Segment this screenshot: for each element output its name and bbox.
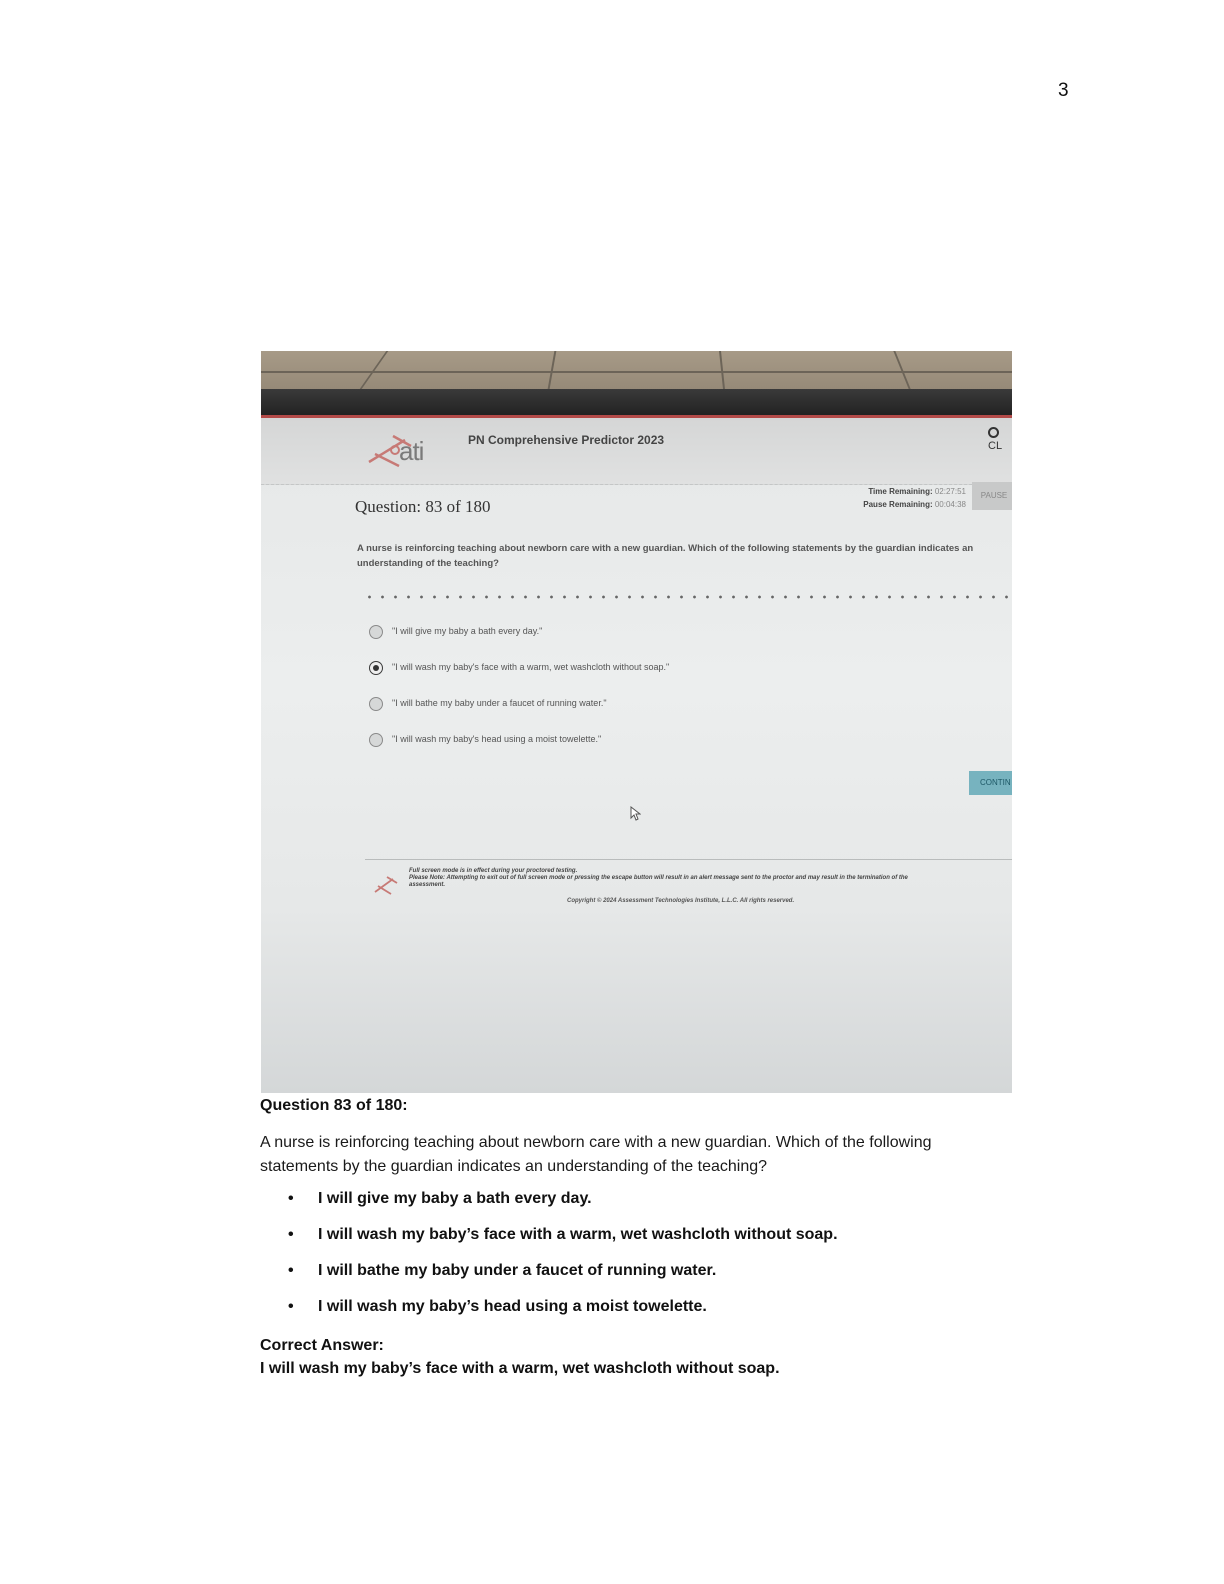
answer-option-text: "I will wash my baby's head using a moist towelette." [392, 734, 602, 744]
dotted-divider [363, 595, 1012, 599]
bullet: • [288, 1262, 294, 1279]
choice-text: I will wash my baby’s face with a warm, wet washcloth without soap. [318, 1226, 838, 1243]
radio-button[interactable] [369, 733, 383, 747]
radio-button-selected[interactable] [369, 661, 383, 675]
correct-answer-text: I will wash my baby’s face with a warm, wet washcloth without soap. [260, 1360, 780, 1377]
close-icon [988, 427, 999, 438]
monitor-bezel [261, 389, 1012, 415]
time-remaining-value: 02:27:51 [934, 487, 966, 496]
timers [811, 485, 966, 511]
pause-remaining-value: 00:04:38 [934, 500, 966, 509]
question-text: A nurse is reinforcing teaching about newborn care with a new guardian. Which of the following statements by the guardian indicates an understanding of the teaching? [260, 1134, 932, 1175]
question-heading: Question 83 of 180: [260, 1097, 408, 1114]
bullet: • [288, 1190, 294, 1207]
close-button[interactable] [988, 427, 1012, 452]
radio-button[interactable] [369, 625, 383, 639]
fullscreen-notice [409, 868, 1012, 889]
footer-divider [365, 859, 1012, 860]
continue-button[interactable]: CONTIN [969, 771, 1012, 795]
mouse-cursor-icon [630, 806, 641, 821]
ceiling-background [261, 351, 1012, 389]
correct-answer-label: Correct Answer: [260, 1337, 384, 1354]
close-label: CL [988, 440, 1003, 452]
answer-option-text: "I will wash my baby's face with a warm, wet washcloth without soap." [392, 662, 670, 672]
question-counter: Question: 83 of 180 [355, 497, 491, 516]
exam-title: PN Comprehensive Predictor 2023 [468, 433, 665, 447]
question-stem: A nurse is reinforcing teaching about newborn care with a new guardian. Which of the following statements by the guardian indicates an understanding of the teaching? [357, 543, 974, 569]
ati-logo-text: ati [399, 436, 424, 466]
answer-option-text: "I will bathe my baby under a faucet of running water." [392, 698, 607, 708]
choice-text: I will wash my baby’s head using a moist towelette. [318, 1298, 707, 1315]
pause-remaining-label: Pause Remaining: [863, 500, 933, 509]
app-header [261, 418, 1012, 485]
radio-button[interactable] [369, 697, 383, 711]
time-remaining-label: Time Remaining: [868, 487, 933, 496]
answer-option-text: "I will give my baby a bath every day." [392, 626, 543, 636]
fullscreen-notice-line-3: assessment. [409, 882, 446, 888]
pause-button[interactable]: PAUSE [972, 482, 1012, 510]
copyright-notice: Copyright © 2024 Assessment Technologies Institute, L.L.C. All rights reserved. [567, 898, 795, 904]
bullet: • [288, 1226, 294, 1243]
ati-footer-logo-icon [373, 874, 403, 896]
choice-text: I will give my baby a bath every day. [318, 1190, 592, 1207]
bullet: • [288, 1298, 294, 1315]
exam-screen-photo [261, 351, 1012, 1093]
fullscreen-notice-line-1: Full screen mode is in effect during your proctored testing. [409, 868, 578, 874]
choice-text: I will bathe my baby under a faucet of running water. [318, 1262, 717, 1279]
page-number: 3 [1058, 80, 1069, 101]
fullscreen-notice-line-2: Please Note: Attempting to exit out of full screen mode or pressing the escape button will result in an alert message sent to the proctor and may result in the termination of the [409, 875, 908, 881]
